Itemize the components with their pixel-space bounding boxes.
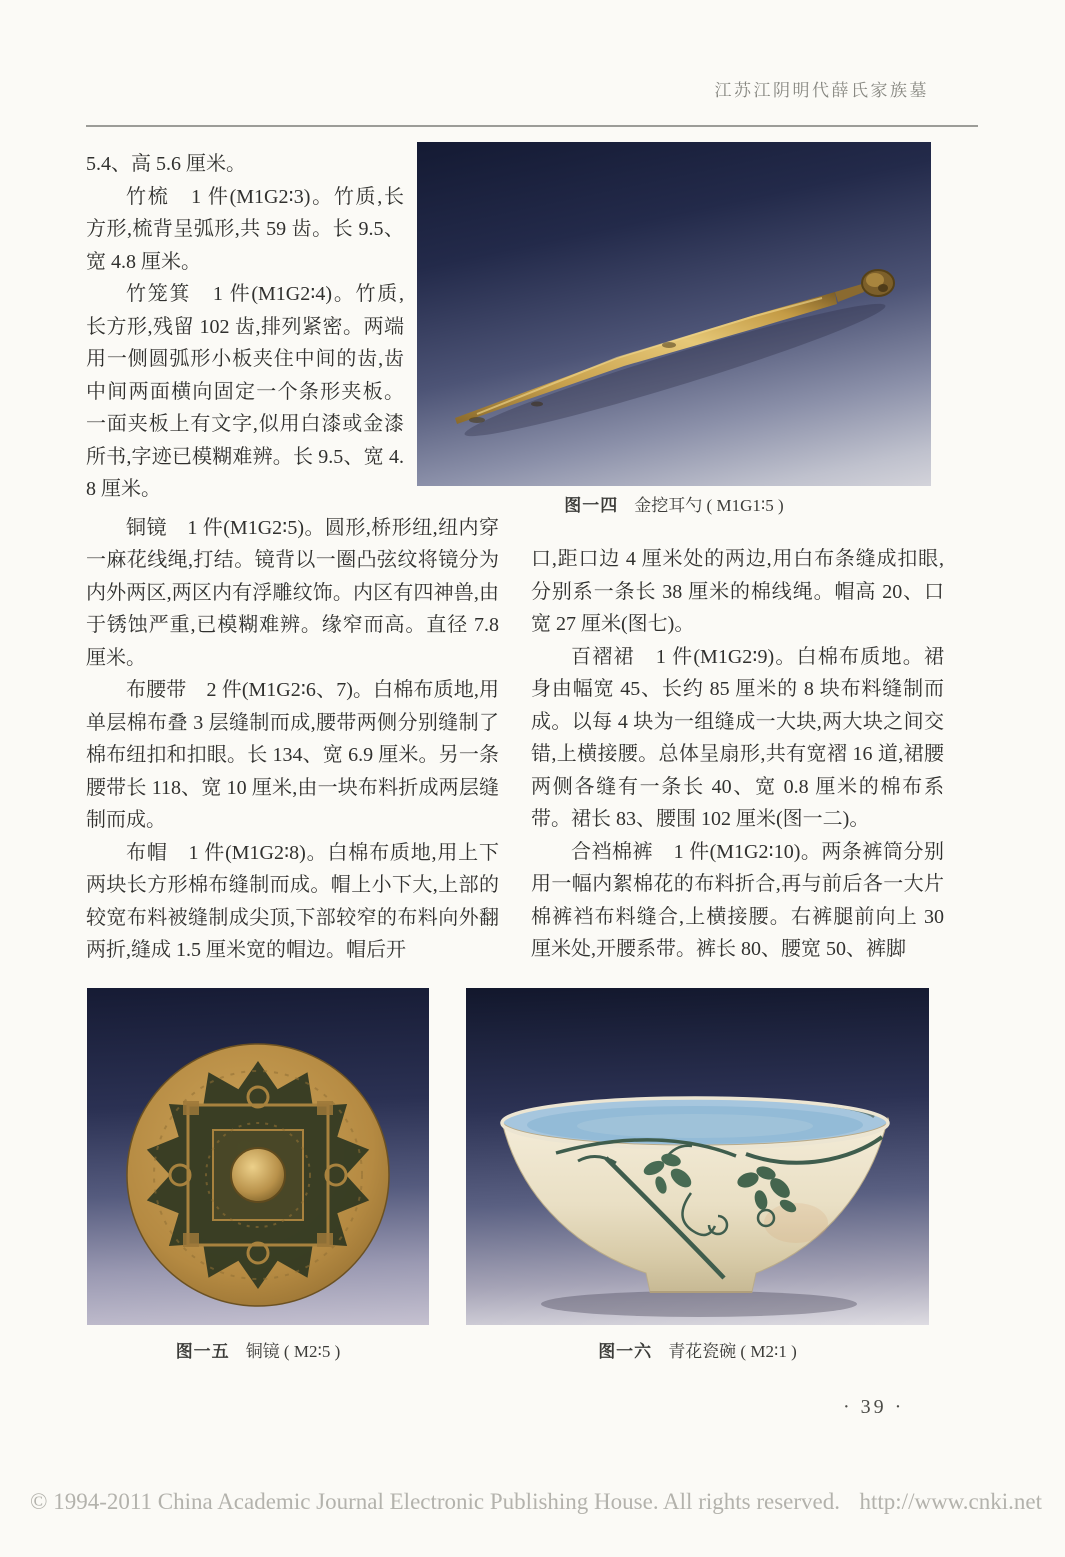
- mirror-group: [127, 1044, 389, 1306]
- mirror-relief-mark: [183, 1101, 199, 1115]
- spoon-head-shadow: [878, 284, 888, 292]
- figure-caption: [87, 1337, 429, 1362]
- footer: [30, 1489, 1042, 1515]
- mirror-central-boss: [231, 1148, 285, 1202]
- right-text-column: [531, 543, 944, 966]
- footer-url: http://www.cnki.net: [859, 1489, 1042, 1514]
- body-paragraph: 合裆棉裤 1 件(M1G2∶10)。两条裤筒分别用一幅内絮棉花的布料折合,再与前后各一大片棉裤裆布料缝合,上横接腰。右裤腿前向上 30 厘米处,开腰系带。裤长 80、腰宽 50、裤脚: [531, 840, 944, 960]
- page-number: · 39 ·: [843, 1396, 905, 1418]
- body-paragraph: 铜镜 1 件(M1G2∶5)。圆形,桥形纽,纽内穿一麻花线绳,打结。镜背以一圈凸弦纹将镜分为内外两区,两区内有浮雕纹饰。内区有四神兽,由于锈蚀严重,已模糊难辨。缘窄而高。直径 7.8 厘米。: [86, 516, 499, 669]
- body-paragraph: 竹笼箕 1 件(M1G2∶4)。竹质,长方形,残留 102 齿,排列紧密。两端用一侧圆弧形小板夹住中间的齿,齿中间两面横向固定一个条形夹板。一面夹板上有文字,似用白漆或金漆所书,字迹已模糊难辨。长 9.5、宽 4.8 厘米。: [86, 283, 404, 500]
- body-paragraph: 口,距口边 4 厘米处的两边,用白布条缝成扣眼,分别系一条长 38 厘米的棉线绳。帽高 20、口宽 27 厘米(图七)。: [531, 548, 944, 635]
- spoon-patina-spot: [662, 342, 676, 348]
- figure-label: 图一五: [175, 1342, 230, 1361]
- figure-caption-text: 铜镜 ( M2∶5 ): [245, 1342, 341, 1361]
- figure-label: 图一四: [564, 496, 619, 515]
- mirror-relief-mark: [183, 1233, 199, 1247]
- porcelain-bowl-illustration: [466, 988, 929, 1325]
- figure-bronze-mirror-photo: [87, 988, 429, 1325]
- body-paragraph: 5.4、高 5.6 厘米。: [86, 153, 246, 175]
- left-text-column: [86, 148, 499, 967]
- footer-copyright: © 1994-2011 China Academic Journal Electronic Publishing House. All rights reserved.: [30, 1489, 840, 1514]
- spoon-shadow: [460, 290, 890, 449]
- figure-caption: [466, 1337, 929, 1362]
- body-paragraph: 布帽 1 件(M1G2∶8)。白棉布质地,用上下两块长方形棉布缝制而成。帽上小下大,上部的较宽布料被缝制成尖顶,下部较窄的布料向外翻两折,缝成 1.5 厘米宽的帽边。帽后开: [86, 841, 499, 961]
- bowl-shadow: [541, 1291, 857, 1317]
- bronze-mirror-illustration: [87, 988, 429, 1325]
- left-column-narrow-block: [86, 148, 404, 506]
- bowl-interior-center: [577, 1114, 813, 1138]
- figure-caption-text: 青花瓷碗 ( M2∶1 ): [668, 1342, 797, 1361]
- header-divider: [86, 125, 978, 127]
- spoon-patina-spot: [531, 402, 543, 407]
- figure-label: 图一六: [598, 1342, 653, 1361]
- body-paragraph: 布腰带 2 件(M1G2∶6、7)。白棉布质地,用单层棉布叠 3 层缝制而成,腰带两侧分别缝制了棉布纽扣和扣眼。长 134、宽 6.9 厘米。另一条腰带长 118、宽 10 厘米,由一块布料折成两层缝制而成。: [86, 679, 499, 831]
- body-paragraph: 百褶裙 1 件(M1G2∶9)。白棉布质地。裙身由幅宽 45、长约 85 厘米的 8 块布料缝制而成。以每 4 块为一组缝成一大块,两大块之间交错,上横接腰。总体呈扇形,共有宽褶 16 道,裙腰两侧各缝有一条长 40、宽 0.8 厘米的棉布系带。裙长 83、腰围 102 厘米(图一二)。: [531, 645, 944, 830]
- mirror-relief-mark: [317, 1101, 333, 1115]
- running-header-title: 江苏江阴明代薛氏家族墓: [714, 81, 929, 100]
- spoon-shaft: [455, 292, 837, 424]
- mirror-relief-mark: [317, 1233, 333, 1247]
- figure-porcelain-bowl-photo: [466, 988, 929, 1325]
- figure-caption-text: 金挖耳勺 ( M1G1∶5 ): [634, 496, 784, 515]
- spoon-neck: [835, 284, 864, 302]
- body-paragraph: 竹梳 1 件(M1G2∶3)。竹质,长方形,梳背呈弧形,共 59 齿。长 9.5、宽 4.8 厘米。: [86, 185, 404, 273]
